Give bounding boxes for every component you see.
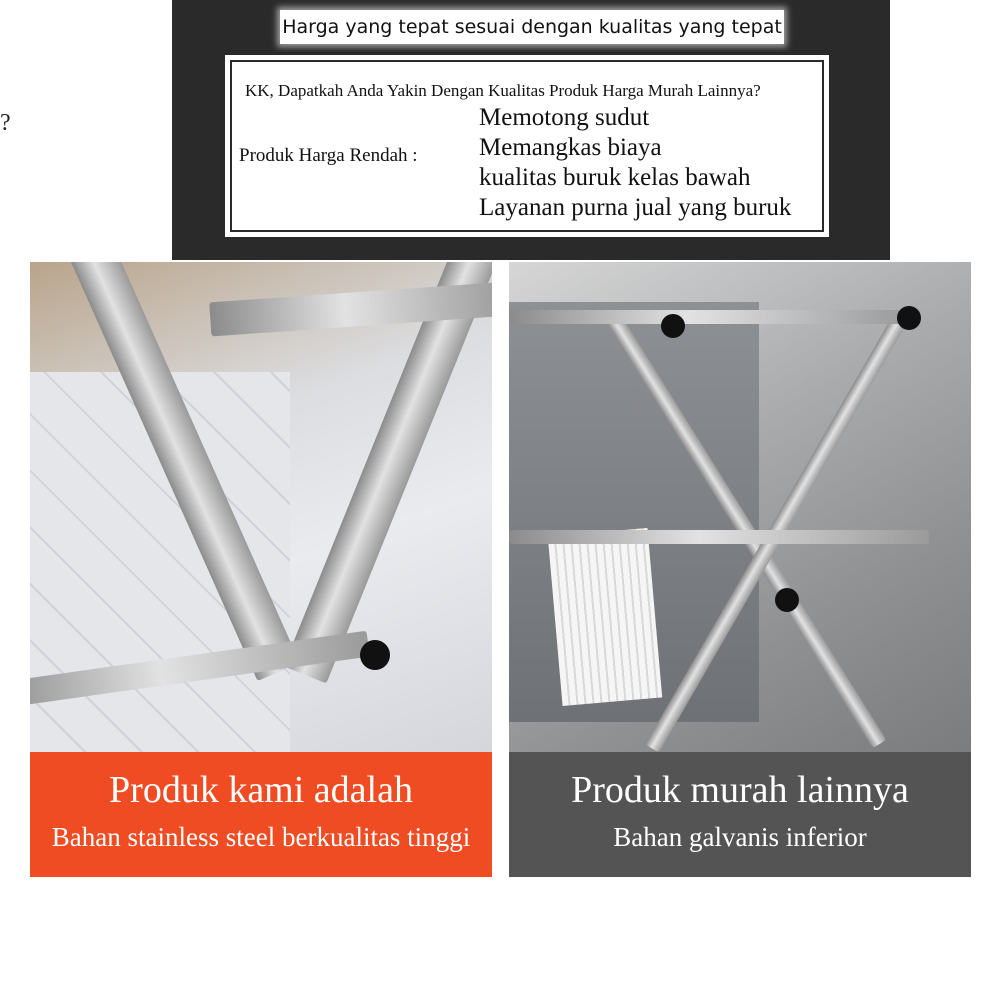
banner-tagline: Harga yang tepat sesuai dengan kualitas yang tepat — [280, 10, 784, 44]
cheap-product-title: Produk murah lainnya — [571, 769, 909, 811]
our-product-title: Produk kami adalah — [109, 769, 413, 811]
joint-bolt — [897, 306, 921, 330]
cheap-product-photo — [509, 262, 971, 752]
galvanized-rail — [509, 530, 929, 544]
galvanized-rail — [509, 310, 909, 324]
joint-bolt — [661, 314, 685, 338]
cheap-product-subtitle: Bahan galvanis inferior — [613, 822, 867, 852]
info-label: Produk Harga Rendah : — [239, 145, 418, 166]
our-product-photo — [30, 262, 492, 752]
joint-bolt — [360, 640, 390, 670]
info-point: kualitas buruk kelas bawah — [479, 164, 751, 191]
panel-cheap-product — [509, 262, 971, 877]
info-point: Memotong sudut — [479, 104, 650, 131]
info-point: Memangkas biaya — [479, 134, 662, 161]
our-product-caption — [30, 752, 492, 877]
stray-question-mark: ? — [0, 110, 11, 136]
cheap-product-caption — [509, 752, 971, 877]
info-box — [222, 52, 832, 240]
panel-our-product — [30, 262, 492, 877]
info-question: KK, Dapatkah Anda Yakin Dengan Kualitas Produk Harga Murah Lainnya? — [245, 81, 761, 100]
our-product-subtitle: Bahan stainless steel berkualitas tinggi — [51, 822, 471, 852]
info-point: Layanan purna jual yang buruk — [479, 194, 792, 221]
joint-bolt — [775, 588, 799, 612]
top-banner — [172, 0, 890, 260]
info-points-list — [479, 103, 791, 223]
striped-towel — [548, 528, 662, 706]
